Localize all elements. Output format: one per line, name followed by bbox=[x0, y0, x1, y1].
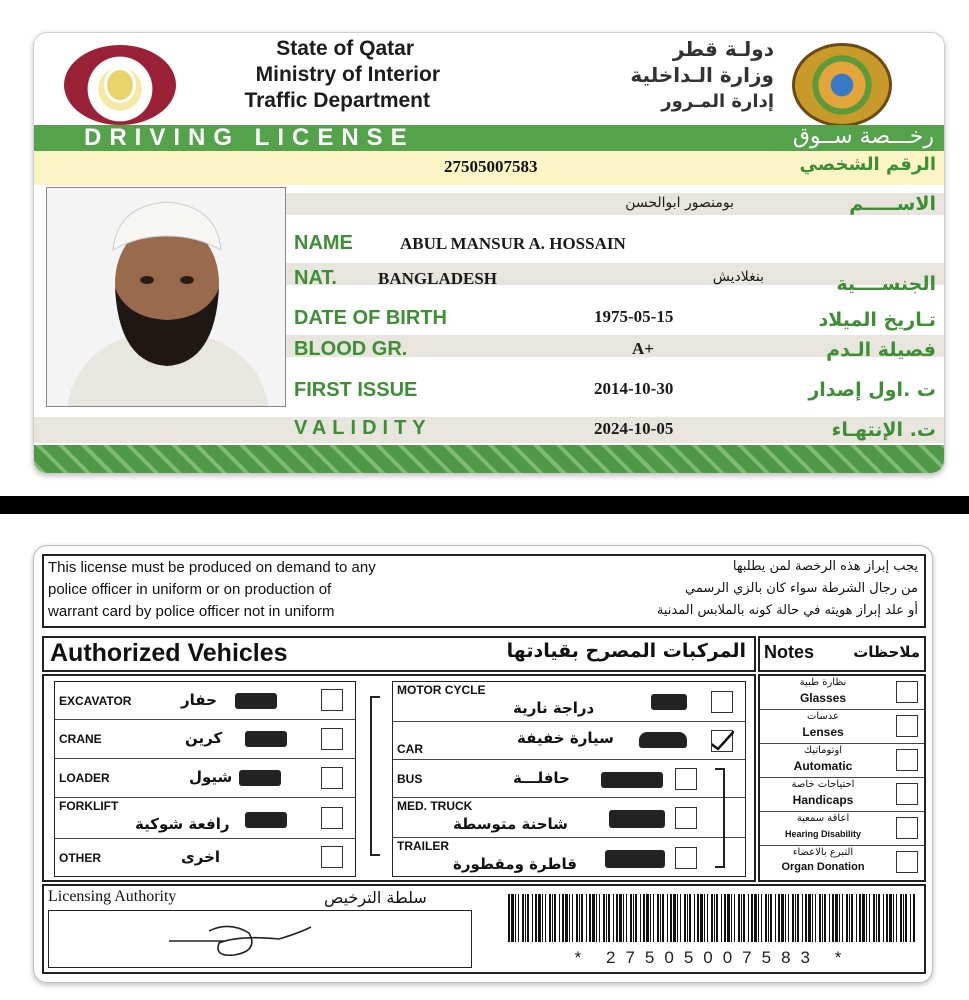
note-label-ar: اعاقة سمعية bbox=[796, 813, 850, 824]
vehicle-label-en: EXCAVATOR bbox=[59, 694, 132, 708]
vehicle-label-en: CAR bbox=[397, 742, 423, 756]
crane-icon bbox=[245, 731, 287, 747]
nationality-label: NAT. bbox=[294, 267, 337, 289]
vehicle-label-ar: كرين bbox=[185, 729, 223, 747]
licensing-authority-section bbox=[42, 884, 926, 974]
name-ar-value: بومنصور ابوالحسن bbox=[625, 195, 734, 211]
vehicle-row-bus bbox=[393, 760, 745, 798]
license-back-card bbox=[33, 545, 933, 983]
notice-en-line-1: This license must be produced on demand to any bbox=[48, 559, 376, 576]
vehicle-label-en: FORKLIFT bbox=[59, 799, 119, 813]
first-issue-value: 2014-10-30 bbox=[594, 379, 674, 398]
notice-ar-line-3: أو علد إبراز هويته في حالة كونه بالملابس المدنية bbox=[656, 603, 918, 618]
header-state-en: State of Qatar bbox=[276, 37, 414, 60]
loader-icon bbox=[239, 770, 281, 786]
first-issue-label: FIRST ISSUE bbox=[294, 379, 418, 401]
vehicle-checkbox[interactable] bbox=[675, 768, 697, 790]
vehicle-label-en: TRAILER bbox=[397, 839, 449, 853]
vehicle-label-ar: دراجة نارية bbox=[513, 699, 595, 717]
license-front-card bbox=[33, 32, 945, 474]
truck-icon bbox=[609, 810, 665, 828]
notes-header bbox=[758, 636, 926, 672]
header-department-ar: إدارة المـرور bbox=[661, 91, 774, 112]
vehicle-label-ar: سيارة خفيفة bbox=[517, 729, 614, 747]
vehicle-row-other bbox=[55, 839, 355, 877]
checkmark-icon bbox=[712, 731, 734, 753]
vehicle-label-en: BUS bbox=[397, 772, 423, 786]
header-department-en: Traffic Department bbox=[244, 89, 430, 112]
vehicle-label-en: MOTOR CYCLE bbox=[397, 683, 486, 697]
note-label-en: Automatic bbox=[793, 759, 853, 773]
vehicle-checkbox[interactable] bbox=[321, 767, 343, 789]
note-label-ar: التبرع بالاعضاء bbox=[792, 847, 854, 858]
note-label-ar: اوتوماتيك bbox=[803, 745, 843, 756]
dob-label: DATE OF BIRTH bbox=[294, 307, 447, 329]
signature-box bbox=[48, 910, 472, 968]
vehicle-row-crane bbox=[55, 720, 355, 759]
vehicle-row-forklift bbox=[55, 798, 355, 839]
licensing-authority-label-ar: سلطة الترخيص bbox=[324, 888, 427, 907]
bus-icon bbox=[601, 772, 663, 788]
validity-label-ar: ت. الإنتهـاء bbox=[831, 419, 936, 441]
vehicle-row-motorcycle bbox=[393, 682, 745, 722]
vehicle-label-en: OTHER bbox=[59, 851, 101, 865]
note-label-en: Handicaps bbox=[792, 793, 854, 807]
car-icon bbox=[639, 732, 687, 748]
personal-number-value: 27505007583 bbox=[444, 157, 538, 176]
note-checkbox[interactable] bbox=[896, 681, 918, 703]
notice-en-line-2: police officer in uniform or on production of bbox=[48, 581, 332, 598]
note-label-en: Organ Donation bbox=[781, 861, 865, 873]
note-label-ar: نظارة طبية bbox=[799, 677, 847, 688]
vehicle-label-en: CRANE bbox=[59, 732, 102, 746]
group-bracket bbox=[715, 768, 725, 868]
vehicle-checkbox[interactable] bbox=[711, 691, 733, 713]
card-divider bbox=[0, 496, 969, 514]
note-label-en: Lenses bbox=[802, 725, 844, 739]
note-row-automatic bbox=[760, 744, 924, 778]
note-row-hearing bbox=[760, 812, 924, 846]
note-checkbox[interactable] bbox=[896, 715, 918, 737]
note-label-ar: عدسات bbox=[806, 711, 840, 722]
vehicle-checkbox[interactable] bbox=[321, 807, 343, 829]
blood-value: A+ bbox=[632, 339, 654, 358]
name-value: ABUL MANSUR A. HOSSAIN bbox=[400, 234, 626, 253]
note-checkbox[interactable] bbox=[896, 783, 918, 805]
blood-label-ar: فصيلة الـدم bbox=[826, 339, 936, 361]
first-issue-label-ar: ت .اول إصدار bbox=[808, 379, 936, 401]
vehicle-label-ar: شاحنة متوسطة bbox=[453, 815, 568, 833]
vehicle-label-ar: حفار bbox=[181, 691, 217, 709]
trailer-icon bbox=[605, 850, 665, 868]
vehicle-label-en: LOADER bbox=[59, 771, 110, 785]
vehicle-row-trailer bbox=[393, 838, 745, 877]
notice-en-line-3: warrant card by police officer not in uniform bbox=[48, 603, 335, 620]
vehicle-label-ar: قاطرة ومقطورة bbox=[453, 855, 577, 873]
note-row-glasses bbox=[760, 676, 924, 710]
validity-value: 2024-10-05 bbox=[594, 419, 674, 438]
holder-photo bbox=[46, 187, 286, 407]
forklift-icon bbox=[245, 812, 287, 828]
note-row-lenses bbox=[760, 710, 924, 744]
vehicle-row-loader bbox=[55, 759, 355, 798]
licensing-authority-label-en: Licensing Authority bbox=[48, 888, 177, 905]
barcode-icon bbox=[508, 894, 918, 942]
personal-number-label-ar: الرقم الشخصي bbox=[799, 154, 936, 175]
notice-ar-line-1: يجب إبراز هذه الرخصة لمن يطلبها bbox=[732, 559, 918, 574]
notice-ar-line-2: من رجال الشرطة سواء كان بالزي الرسمي bbox=[685, 581, 918, 596]
motorcycle-icon bbox=[651, 694, 687, 710]
name-label: NAME bbox=[294, 232, 353, 254]
authorized-vehicles-header bbox=[42, 636, 756, 672]
vehicle-label-ar: اخرى bbox=[181, 848, 221, 866]
authorized-vehicles-title-en: Authorized Vehicles bbox=[50, 639, 288, 667]
vehicle-checkbox-checked[interactable] bbox=[711, 730, 733, 752]
dob-value: 1975-05-15 bbox=[594, 307, 674, 326]
note-checkbox[interactable] bbox=[896, 749, 918, 771]
vehicle-label-ar: رافعة شوكية bbox=[135, 815, 230, 833]
group-bracket bbox=[370, 696, 380, 856]
vehicle-checkbox[interactable] bbox=[321, 846, 343, 868]
nationality-value-ar: بنغلاديش bbox=[712, 269, 764, 285]
notes-panel bbox=[758, 674, 926, 882]
vehicle-label-ar: حافلـــة bbox=[513, 769, 570, 787]
header-state-ar: دولـة قطر bbox=[672, 37, 774, 61]
note-label-en: Hearing Disability bbox=[784, 829, 862, 839]
name-label-ar: الاســـــم bbox=[849, 193, 936, 215]
vehicle-label-en: MED. TRUCK bbox=[397, 799, 473, 813]
nationality-label-ar: الجنســــية bbox=[836, 273, 936, 295]
note-row-organ-donation bbox=[760, 846, 924, 880]
vehicle-checkbox[interactable] bbox=[675, 847, 697, 869]
header-ministry-ar: وزارة الـداخلية bbox=[630, 63, 774, 87]
vehicle-checkbox[interactable] bbox=[321, 728, 343, 750]
decorative-pattern-band bbox=[34, 445, 945, 474]
gcc-emblem-icon bbox=[792, 43, 892, 127]
blood-label: BLOOD GR. bbox=[294, 338, 408, 360]
note-label-en: Glasses bbox=[799, 691, 847, 705]
note-label-ar: احتياجات خاصة bbox=[791, 779, 855, 790]
vehicles-panel bbox=[42, 674, 756, 882]
notes-title-en: Notes bbox=[764, 642, 815, 662]
notice-box bbox=[42, 554, 926, 628]
note-checkbox[interactable] bbox=[896, 851, 918, 873]
validity-label: VALIDITY bbox=[294, 417, 432, 439]
header-ministry-en: Ministry of Interior bbox=[255, 63, 440, 86]
vehicle-checkbox[interactable] bbox=[675, 807, 697, 829]
note-row-handicaps bbox=[760, 778, 924, 812]
vehicle-row-car bbox=[393, 722, 745, 760]
license-title-en: DRIVING LICENSE bbox=[84, 124, 415, 151]
license-title-ar: رخـــصة ســوق bbox=[792, 124, 934, 149]
vehicle-row-excavator bbox=[55, 682, 355, 720]
authorized-vehicles-title-ar: المركبات المصرح بقيادتها bbox=[506, 640, 746, 662]
nationality-value: BANGLADESH bbox=[378, 269, 498, 288]
signature-icon bbox=[49, 911, 469, 967]
vehicle-label-ar: شيول bbox=[189, 768, 233, 786]
notes-title-ar: ملاحظات bbox=[853, 643, 920, 661]
barcode-number: * 27505007583 * bbox=[574, 948, 852, 967]
dob-label-ar: تـاريخ الميلاد bbox=[818, 309, 936, 331]
vehicle-row-med-truck bbox=[393, 798, 745, 838]
excavator-icon bbox=[235, 693, 277, 709]
vehicles-right-column bbox=[392, 681, 746, 877]
vehicle-checkbox[interactable] bbox=[321, 689, 343, 711]
vehicles-left-column bbox=[54, 681, 356, 877]
note-checkbox[interactable] bbox=[896, 817, 918, 839]
